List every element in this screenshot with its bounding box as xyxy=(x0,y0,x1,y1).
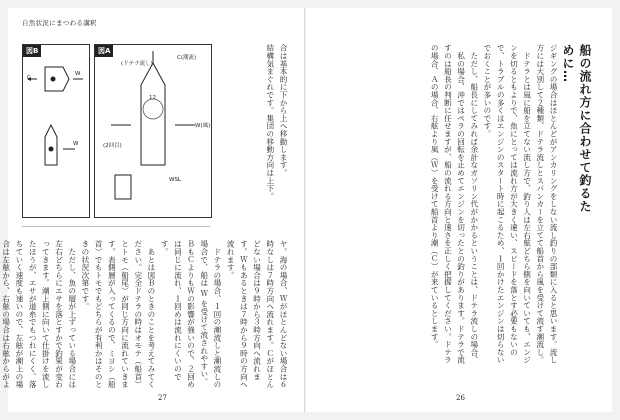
figure-a-label-tide: C(潮流) xyxy=(177,55,197,61)
figure-a-label-12: 12 xyxy=(149,95,156,101)
boat-top-icon xyxy=(45,67,69,91)
boat-bottom-icon xyxy=(45,125,57,165)
right-body: ジギングの場合はほとんどがアンカリングをしない流し釣りの部類に入ると思います。流し方には大別して２種類、ドテラ流しとスパンカーを立てて船首から風を受けて流す潮流し。 ドテラとは風に船を立てない流し方で、釣り人は左右舷どちら側を向いていても、エンジンを切るともよりで、魚にとっては流れ方が大きく違い、スピードを落とす必要もないので、トラブルの多くはエンジンのスタート時に起こるため、１回かけたエンジンは切らないでおくことが多いのです。 ただし、船長にしてみれば余計なガソリン代がかかるということは、ドテラ流しの場合、 私の場合、沖ではペラの回転を止めてエンジンを切ったとの釣りがあります。ドテラで流すのは船長の判断に任せますが、船の流れる方向と速さを正しく把握してください。ドテラの場合、Ａの場合、右舷より風（Ｗ）を受けて船首より潮（Ｃ）が来ているとします。 xyxy=(430,44,558,364)
angler-dot-icon xyxy=(51,77,56,82)
figure-a xyxy=(94,44,212,218)
figure-a-diagram xyxy=(95,45,211,217)
running-head: 自然状況にまつわる講釈 xyxy=(22,19,97,27)
section-heading: 船の流れ方に合わせて釣るために… xyxy=(561,44,592,213)
clock-dial-icon xyxy=(143,99,163,119)
figure-a-label-dotera: (ドテラ流し) xyxy=(121,61,153,67)
figure-a-label-wsl: WSL xyxy=(169,177,181,183)
left-bottom-body: ヤ。海の場合、Ｗがほとんどない場合は６時なしは７時方向へ流れます。Ｃがほとんどない場合は９時から３時方向へ流れます。Ｗもあるときは７時から９時の方向へ流れます。 ドテラの場合、１回の潮流しと潮流しの場合で、船は Ｗ を受けて流されやすい。ＢもＣよりもＷの影響が強いので、２回めは同じに流れ、１回めは流れにくいのです。 あとは図Ｂのときのことを考えてみてください。完全ドテラの時はオモテ（船首）とトモ（船尾）が同じ方向に流れていきます。表側層が入ってくるので、ミヨシ（船首）でもトモでもどちらが有利かはそのときの状況次第です。 ただし、魚の層が上ずっている場合には左右どちらにエサを落とすかで釣果が変わってきます。潮上側に向いて仕掛けを流したほうが、エサが道糸でもつれにくく、落ちていく速度も速いので、左舷が潮上の場合は左舷から、右舷の場合は右舷からがよ xyxy=(1,240,288,389)
figure-a-tag: 図A xyxy=(95,45,113,57)
figure-b xyxy=(22,44,90,218)
figure-a-label-2nd: (2回目) xyxy=(103,143,122,149)
figure-b-label-c: C xyxy=(27,75,31,81)
figure-a-label-w: W(風) xyxy=(195,123,211,129)
left-page xyxy=(1,8,305,412)
left-top-body: 合は基本的に下から上へ移動します。 結構気まぐれです。集団の移動方向は上下。 xyxy=(265,44,288,200)
angler-dot-2-icon xyxy=(49,147,54,152)
cabin-icon xyxy=(115,175,131,199)
figure-divider xyxy=(22,226,210,227)
page-number-left: 27 xyxy=(158,394,167,402)
figure-b-label-w: W xyxy=(75,71,81,77)
page-number-right: 26 xyxy=(456,394,465,402)
figure-b-tag: 図B xyxy=(23,45,41,57)
right-page xyxy=(306,8,612,412)
figure-b-label-w2: W xyxy=(73,141,79,147)
